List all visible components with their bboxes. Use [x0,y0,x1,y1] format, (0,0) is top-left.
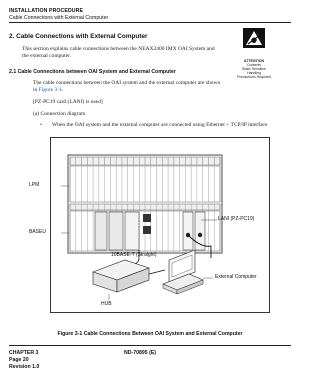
item-a: (a) Connection diagram [33,111,86,117]
warning-line-4: Precautions Required [237,75,271,80]
footer-revision: Revision 1.0 [9,364,40,370]
text-suffix: . [61,87,64,93]
baseu-label: BASEU [29,229,46,235]
static-sensitive-warning [233,28,275,84]
text-prefix: in [33,87,39,93]
card-note: [PZ-PC19 card (LANI) is used] [33,99,103,105]
computer-label: External Computer [215,274,257,280]
diagram-drawing [51,138,269,312]
footer-doc-number: ND-70895 (E) [124,350,157,356]
intro-line-2: the external computer. [22,53,72,59]
section-title: 2. Cable Connections with External Computer [9,33,148,40]
subsection-text-line-2 [33,87,63,94]
figure-caption: Figure 3-1 Cable Connections Between OAI System and External Computer [57,331,243,337]
warning-label: ATTENTION [243,59,265,63]
lpm-label: LPM [29,182,40,188]
bullet-marker: • [40,122,42,128]
running-header-section: INSTALLATION PROCEDURE [9,8,84,14]
esd-warning-icon [233,28,275,54]
footer-page: Page 20 [9,357,29,363]
warning-line-1: Contents [246,63,261,68]
hub-label: HUB [101,301,112,307]
warning-line-2: Static Sensitive [242,67,266,72]
footer-rule [9,345,291,346]
subsection-text-line-1: The cable connections between the OAI system and the external computer are shown [33,80,221,86]
intro-line-1: This section explains cable connections between the NEAX2400 IMX OAI System and [22,46,215,52]
lani-label: LANI (PZ-PC19) [218,216,255,222]
running-header-subsection: Cable Connections with External Computer [9,15,109,21]
cable-label: 10BASE-T (Straight) [111,252,157,258]
footer-chapter: CHAPTER 3 [9,350,39,356]
bullet-text: When the OAI system and the external computer are connected using Ethernet + TCP/IP interface [52,122,268,128]
figure-link[interactable]: Figure 3-1 [38,87,62,93]
connection-diagram [29,137,270,313]
subsection-title: 2.1 Cable Connections between OAI System and External Computer [9,69,176,75]
header-rule [9,22,291,23]
warning-line-3: Handling [247,71,261,76]
